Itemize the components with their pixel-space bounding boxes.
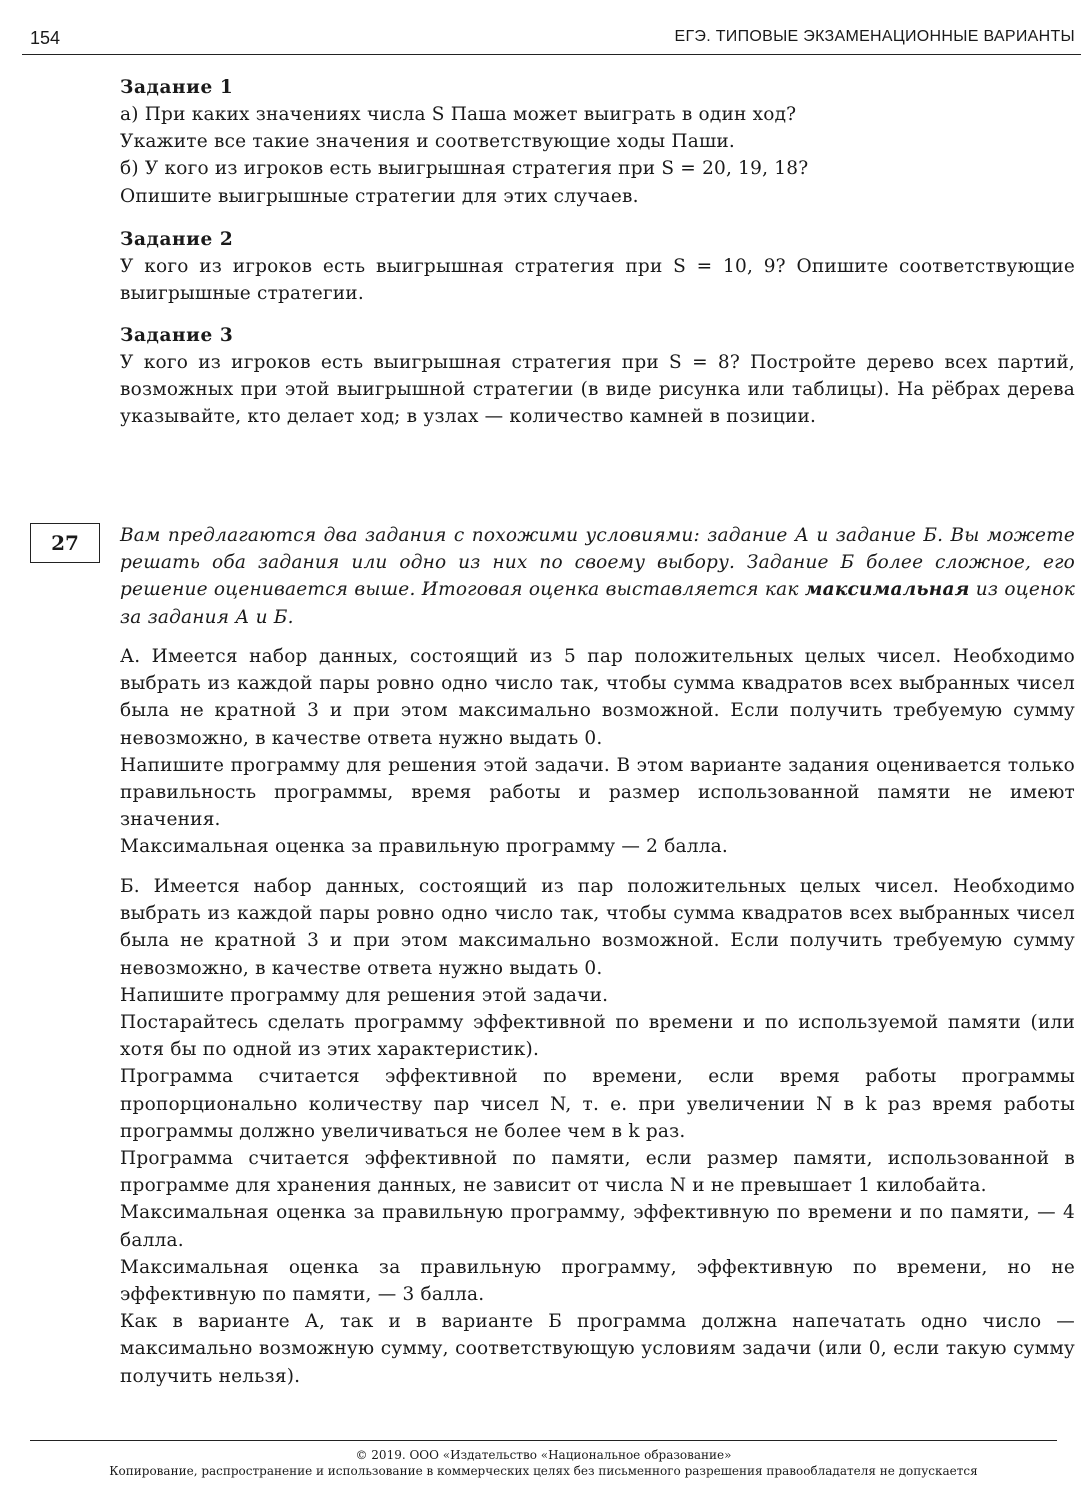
task-3-title: Задание 3 [120, 325, 234, 346]
footer-rule [30, 1440, 1057, 1441]
task-2-text: У кого из игроков есть выигрышная стратегия при S = 10, 9? Опишите соответствующие выигрышные стратегии. [120, 256, 1075, 305]
part-a-score: Максимальная оценка за правильную программу — 2 балла. [120, 836, 728, 858]
intro-part-1: Вам предлагаются два задания с похожими условиями: задание А и задание Б. Вы можете решать оба задания или одно из них по своему выбору. Задание Б более сложное, его решение оценивается выше. Итоговая оценка выставляется как [120, 525, 1075, 601]
intro-part-2: из оценок за задания А и Б. [120, 579, 1075, 628]
running-title: ЕГЭ. ТИПОВЫЕ ЭКЗАМЕНАЦИОННЫЕ ВАРИАНТЫ [674, 28, 1075, 45]
footer-copyright: © 2019. ООО «Издательство «Национальное образование» [355, 1448, 732, 1462]
part-b-condition: Б. Имеется набор данных, состоящий из пар положительных целых чисел. Необходимо выбрать из каждой пары ровно одно число так, чтобы сумма квадратов всех выбранных чисел была не кратной 3 и при этом максимально возможной. Если получить требуемую сумму невозможно, в качестве ответа нужно выдать 0. [120, 876, 1075, 979]
part-b-efficiency: Постарайтесь сделать программу эффективной по времени и по используемой памяти (или хотя бы по одной из этих характеристик). [120, 1012, 1075, 1061]
task-1 [120, 74, 1075, 210]
part-b-score-3: Максимальная оценка за правильную программу, эффективную по времени, но не эффективную по памяти, — 3 балла. [120, 1256, 1075, 1306]
task-1-line-b1: б) У кого из игроков есть выигрышная стратегия при S = 20, 19, 18? [120, 158, 809, 180]
problem-27-intro-text [120, 522, 1075, 631]
problem-number-box: 27 [30, 523, 100, 563]
part-b-instruction: Напишите программу для решения этой задачи. [120, 984, 609, 1006]
part-b-memory-efficiency: Программа считается эффективной по памяти, если размер памяти, использованной в программе для хранения данных, не зависит от числа N и не превышает 1 килобайта. [120, 1148, 1075, 1197]
part-a-condition: А. Имеется набор данных, состоящий из 5 пар положительных целых чисел. Необходимо выбрать из каждой пары ровно одно число так, чтобы сумма квадратов всех выбранных чисел была не кратной 3 и при этом максимально возможной. Если получить требуемую сумму невозможно, в качестве ответа нужно выдать 0. [120, 646, 1075, 749]
footer-notice: Копирование, распространение и использование в коммерческих целях без письменного разрешения правообладателя не допускается [109, 1464, 978, 1478]
task-1-line-a2: Укажите все такие значения и соответствующие ходы Паши. [120, 131, 735, 153]
page-header [0, 0, 1087, 54]
part-b-score-4: Максимальная оценка за правильную программу, эффективную по времени и по памяти, — 4 балла. [120, 1202, 1075, 1251]
problem-27-intro [120, 522, 1075, 631]
task-3-text: У кого из игроков есть выигрышная стратегия при S = 8? Постройте дерево всех партий, возможных при этой выигрышной стратегии (в виде рисунка или таблицы). На рёбрах дерева указывайте, кто делает ход; в узлах — количество камней в позиции. [120, 352, 1075, 428]
problem-27-part-b [120, 873, 1075, 1390]
task-2 [120, 226, 1075, 307]
task-1-line-a1: а) При каких значениях числа S Паша может выиграть в один ход? [120, 104, 797, 125]
page-number: 154 [30, 28, 61, 48]
problem-27-part-a [120, 643, 1075, 861]
task-1-title: Задание 1 [120, 77, 234, 98]
part-a-instruction: Напишите программу для решения этой задачи. В этом варианте задания оценивается только правильность программы, время работы и размер использованной памяти не имеют значения. [120, 754, 1075, 831]
task-1-line-b2: Опишите выигрышные стратегии для этих случаев. [120, 185, 639, 207]
header-rule [22, 54, 1081, 55]
part-b-time-efficiency: Программа считается эффективной по времени, если время работы программы пропорционально количеству пар чисел N, т. е. при увеличении N в k раз время работы программы должно увеличиваться не более чем в k раз. [120, 1066, 1075, 1142]
task-3 [120, 322, 1075, 431]
intro-bold: максимальная [804, 579, 970, 601]
task-2-title: Задание 2 [120, 229, 234, 250]
part-b-output: Как в варианте А, так и в варианте Б программа должна напечатать одно число — максимально возможную сумму, соответствующую условиям задачи (или 0, если такую сумму получить нельзя). [120, 1311, 1075, 1387]
